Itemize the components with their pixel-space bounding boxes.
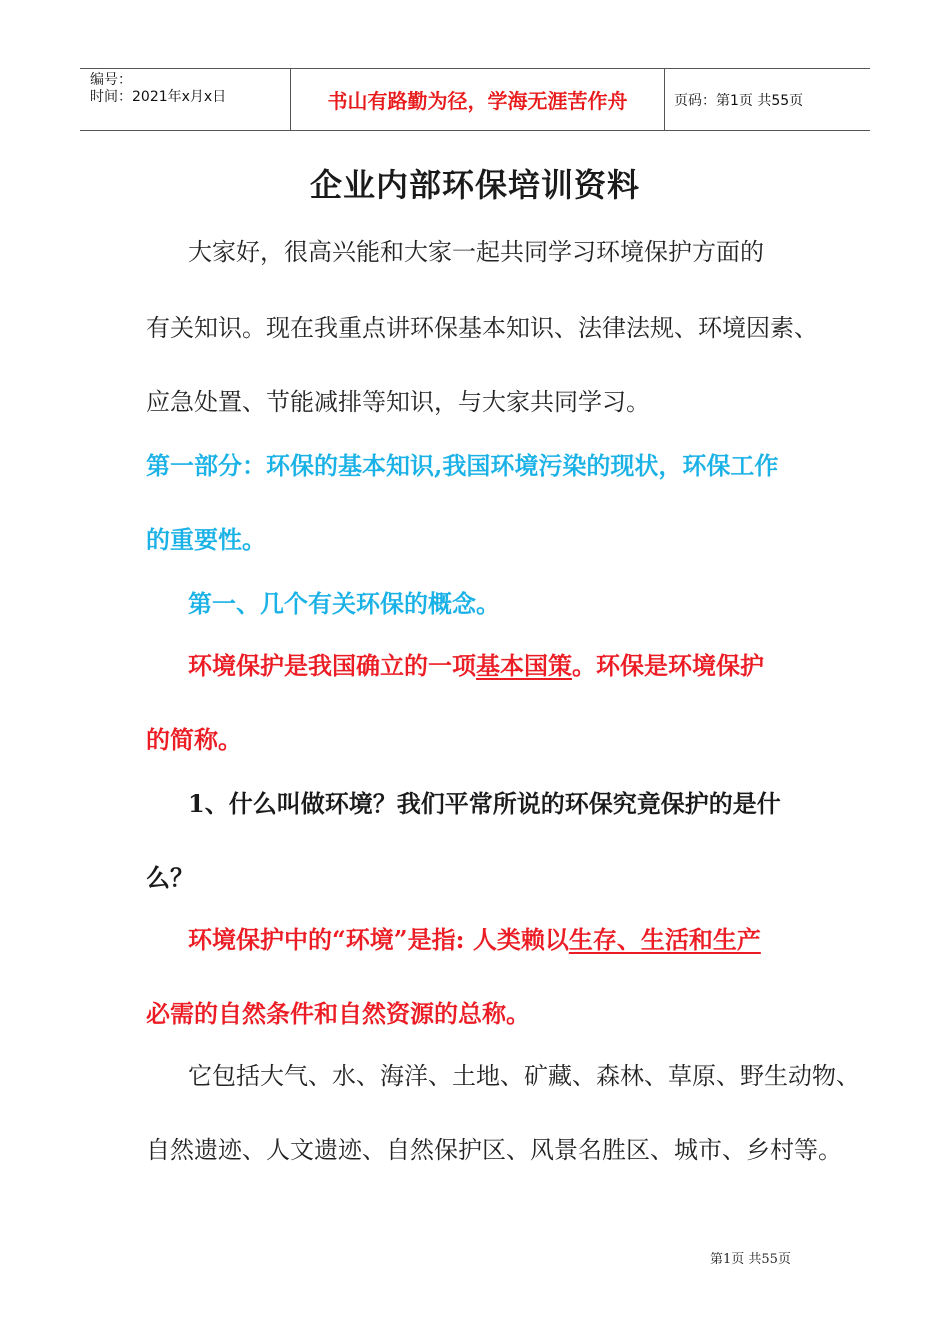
document-title: 企业内部环保培训资料: [309, 166, 640, 204]
number-label: 编号：: [90, 72, 132, 88]
motto-text: 书山有路勤为径，学海无涯苦作舟: [327, 89, 628, 113]
intro-line-2: 有关知识。现在我重点讲环保基本知识、法律法规、环境因素、: [146, 314, 818, 342]
policy-underlined: 基本国策: [476, 651, 572, 680]
header-page-info: [665, 69, 870, 130]
definition-underlined: 生存、生活和生产: [568, 925, 761, 954]
intro-line-3: 应急处置、节能减排等知识，与大家共同学习。: [146, 388, 650, 416]
header-motto: [290, 69, 665, 130]
list-line-2: 自然遗迹、人文遗迹、自然保护区、风景名胜区、城市、乡村等。: [146, 1136, 842, 1164]
policy-text-b: 。环保是环境保护: [572, 651, 764, 680]
intro-line-1: 大家好，很高兴能和大家一起共同学习环境保护方面的: [188, 238, 764, 266]
list-line-1: 它包括大气、水、海洋、土地、矿藏、森林、草原、野生动物、: [188, 1062, 860, 1090]
page-footer: 第1页 共55页: [710, 1252, 791, 1267]
part1-heading-line-1: 第一部分：环保的基本知识,我国环境污染的现状，环保工作: [146, 451, 779, 480]
part1-heading-line-2: 的重要性。: [146, 525, 266, 554]
question1-line-2: 么？: [146, 863, 194, 892]
section1-heading: 第一、几个有关环保的概念。: [188, 589, 500, 618]
definition-line-2: 必需的自然条件和自然资源的总称。: [146, 999, 530, 1028]
policy-line-2: 的简称。: [146, 725, 242, 754]
page-header: [80, 68, 870, 131]
question1-line-1: 1、什么叫做环境？我们平常所说的环保究竟保护的是什: [188, 789, 781, 818]
policy-line-1: [188, 646, 764, 681]
time-label: 时间：2021年x月x日: [90, 89, 227, 105]
definition-text-a: 环境保护中的“环境”是指: 人类赖以: [188, 925, 569, 954]
policy-text-a: 环境保护是我国确立的一项: [188, 651, 476, 680]
page-info-text: 页码：第1页 共55页: [674, 92, 804, 109]
header-meta: [80, 69, 290, 130]
definition-line-1: [188, 920, 761, 955]
